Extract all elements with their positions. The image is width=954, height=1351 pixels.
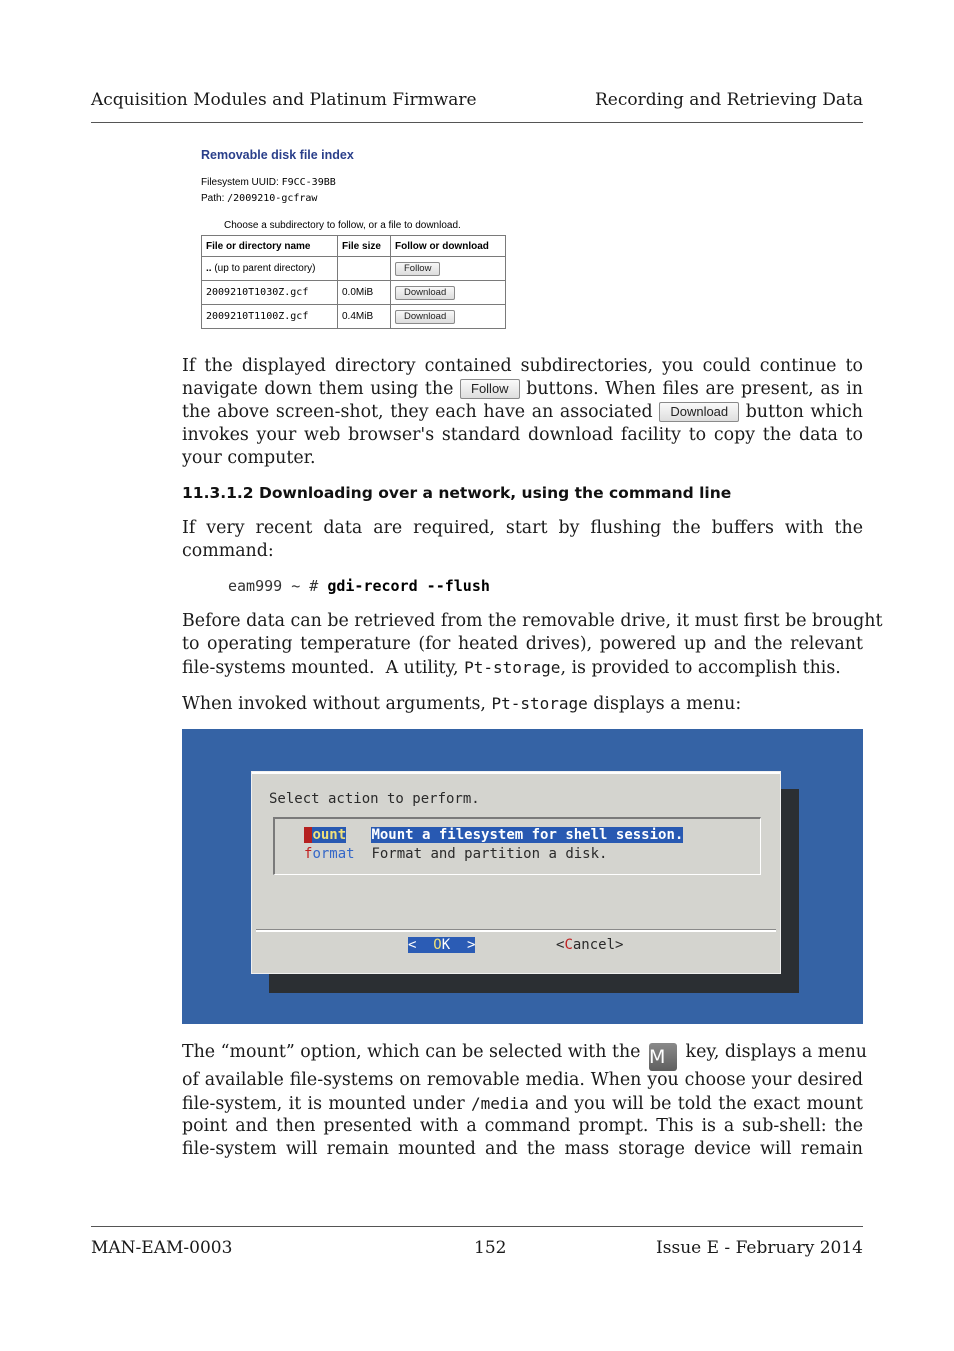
- footer-rule: [91, 1226, 863, 1227]
- paragraph-buttons: If the displayed directory contained subdirectories, you could continue to navigate down them using the Follow buttons. When files are present, as in the above screen-shot, they each have an associated Download button which invokes your web browser's standard download facility to copy the data to your computer.: [182, 356, 863, 468]
- file-size-cell: 0.0MiB: [338, 281, 391, 305]
- section-heading: 11.3.1.2 Downloading over a network, using the command line: [182, 484, 732, 502]
- paragraph-menu-intro: When invoked without arguments, Pt-storage displays a menu:: [182, 694, 742, 714]
- column-header: Follow or download: [391, 236, 506, 257]
- menu-item-format[interactable]: format Format and partition a disk.: [304, 846, 608, 862]
- m-key-icon: M: [649, 1043, 677, 1071]
- column-header: File or directory name: [202, 236, 338, 257]
- filesystem-uuid: Filesystem UUID: F9CC-39BB: [201, 177, 336, 188]
- header-rule: [91, 122, 863, 123]
- follow-button[interactable]: Follow: [395, 262, 440, 276]
- table-row: [202, 305, 506, 329]
- page-number: 152: [474, 1238, 507, 1258]
- command-example: eam999 ~ # gdi-record --flush: [228, 577, 490, 595]
- paragraph-flush: If very recent data are required, start by flushing the buffers with the command:: [182, 518, 863, 561]
- action-dialog: [251, 771, 781, 974]
- cancel-button[interactable]: <Cancel>: [556, 937, 624, 953]
- follow-button-inline: Follow: [460, 379, 520, 399]
- document-number: MAN-EAM-0003: [91, 1238, 233, 1258]
- file-index-title: Removable disk file index: [201, 148, 354, 162]
- file-index-screenshot: [198, 144, 570, 336]
- column-header: File size: [338, 236, 391, 257]
- dialog-separator: [256, 929, 776, 932]
- file-index-table: [201, 235, 506, 329]
- download-button-inline: Download: [659, 402, 739, 422]
- file-size-cell: [338, 257, 391, 281]
- download-button[interactable]: Download: [395, 286, 455, 300]
- file-name-cell: 2009210T1030Z.gcf: [202, 281, 338, 305]
- menu-item-mount[interactable]: mount Mount a filesystem for shell session.: [304, 827, 684, 843]
- running-header-title: Acquisition Modules and Platinum Firmware: [91, 90, 477, 110]
- running-header-section: Recording and Retrieving Data: [595, 90, 863, 110]
- table-row: [202, 257, 506, 281]
- table-row: [202, 281, 506, 305]
- paragraph-pt-storage: Before data can be retrieved from the removable drive, it must first be brought to operating temperature (for heated drives), powered up and the relevant file-systems mounted. A utility, Pt-storage, is provided to accomplish this.: [182, 611, 883, 678]
- file-name-cell: 2009210T1100Z.gcf: [202, 305, 338, 329]
- ok-button[interactable]: < OK >: [408, 937, 476, 953]
- filesystem-path: Path: /2009210-gcfraw: [201, 193, 318, 204]
- file-index-instruction: Choose a subdirectory to follow, or a file to download.: [224, 220, 461, 231]
- file-size-cell: 0.4MiB: [338, 305, 391, 329]
- download-button[interactable]: Download: [395, 310, 455, 324]
- issue-date: Issue E - February 2014: [656, 1238, 863, 1258]
- table-header-row: [202, 236, 506, 257]
- dialog-prompt: Select action to perform.: [269, 791, 480, 807]
- file-name-cell[interactable]: .. (up to parent directory): [202, 257, 338, 281]
- paragraph-mount: The “mount” option, which can be selected with the M key, displays a menu of available file-systems on removable media. When you choose your desired file-system, it is mounted under /media and you will be told the exact mount point and then presented with a command prompt. This is a sub-shell: the file-system will remain mounted and the mass storage device will remain: [182, 1042, 867, 1159]
